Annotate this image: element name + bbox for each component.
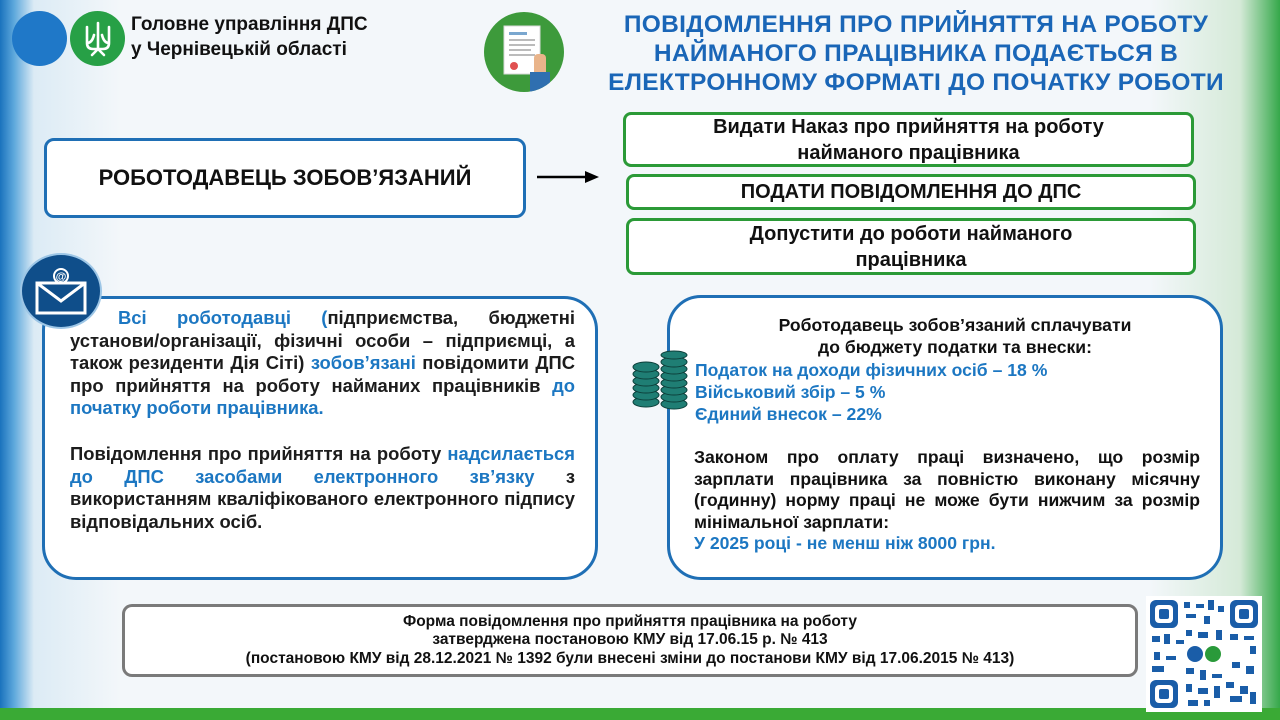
action3-line2: працівника [855, 248, 967, 271]
p2-b: надсилається до ДПС засобами електронного зв’язку [70, 442, 575, 487]
taxes-heading-line2: до бюджету податки та внески: [818, 337, 1092, 357]
title-line1: ПОВІДОМЛЕННЯ ПРО ПРИЙНЯТТЯ НА РОБОТУ [623, 11, 1209, 38]
p1-a: Всі роботодавці ( [118, 307, 328, 328]
title-line2: НАЙМАНОГО ПРАЦІВНИКА ПОДАЄТЬСЯ В [653, 40, 1179, 67]
paragraph-obligation [70, 307, 575, 420]
tax-esv: Єдиний внесок – 22% [695, 404, 882, 424]
qr-code-icon[interactable] [1146, 596, 1262, 712]
action1-line1: Видати Наказ про прийняття на роботу [713, 115, 1104, 138]
action3-line1: Допустити до роботи найманого [749, 222, 1073, 245]
p1-c: зобов’язані [310, 352, 416, 374]
bottom-green-bar [0, 708, 1280, 720]
org-line2: у Чернівецькій області [131, 39, 347, 60]
taxes-heading [725, 314, 1185, 358]
employer-obligation-box [44, 138, 526, 218]
arrow-right-icon [537, 169, 599, 185]
paragraph-submission [70, 443, 575, 533]
action-submit-notice [626, 174, 1196, 210]
svg-text:@: @ [55, 271, 67, 283]
employers-info-text [70, 307, 575, 533]
action2-line1: ПОДАТИ ПОВІДОМЛЕННЯ ДО ДПС [740, 181, 1082, 203]
action1-line2: найманого працівника [797, 141, 1020, 164]
document-icon [484, 12, 564, 92]
min-wage-text [694, 447, 1200, 555]
email-icon [20, 253, 102, 329]
action-issue-order [623, 112, 1194, 167]
employer-label: РОБОТОДАВЕЦЬ ЗОБОВ’ЯЗАНИЙ [98, 165, 472, 190]
p2-a: Повідомлення про прийняття на роботу [70, 442, 448, 464]
trident-logo-icon [70, 11, 125, 66]
logo-blue-circle [12, 11, 67, 66]
tax-pdfo: Податок на доходи фізичних осіб – 18 % [695, 360, 1048, 380]
form-line1: Форма повідомлення про прийняття працівника на роботу [402, 612, 858, 630]
p1-e: до початку роботи працівника. [70, 374, 575, 419]
form-line2: затверджена постановою КМУ від 17.06.15 р. № 413 [432, 631, 828, 649]
title-line3: ЕЛЕКТРОННОМУ ФОРМАТІ ДО ПОЧАТКУ РОБОТИ [608, 69, 1224, 96]
p2-c: з використанням кваліфікованого електронного підпису відповідальних осіб. [70, 465, 575, 532]
action-admit-worker [626, 218, 1196, 275]
tax-list [695, 359, 1047, 425]
page-title [566, 10, 1266, 97]
coins-icon [630, 350, 692, 412]
taxes-panel [667, 295, 1223, 580]
org-name [131, 12, 431, 62]
org-line1: Головне управління ДПС [131, 14, 368, 35]
form-line3: (постановою КМУ від 28.12.2021 № 1392 були внесені зміни до постанови КМУ від 17.06.2015 № 413) [245, 649, 1015, 667]
form-reference-box [122, 604, 1138, 677]
p1-b: підприємства, бюджетні установи/організації, фізичні особи – підприємці, а також резиденти Дія Сіті) [70, 307, 575, 374]
p1-d: повідомити ДПС про прийняття на роботу найманих працівників [70, 352, 576, 396]
taxes-heading-line1: Роботодавець зобов’язаний сплачувати [778, 315, 1132, 335]
min-wage-highlight: У 2025 році - не менш ніж 8000 грн. [694, 533, 996, 553]
employers-info-panel [42, 296, 598, 580]
law-text: Законом про оплату праці визначено, що розмір зарплати працівника за повністю виконану місячну (годинну) норму праці не може бути нижчим за розмір мінімальної зарплати: [694, 447, 1200, 532]
tax-military: Військовий збір – 5 % [695, 382, 886, 402]
